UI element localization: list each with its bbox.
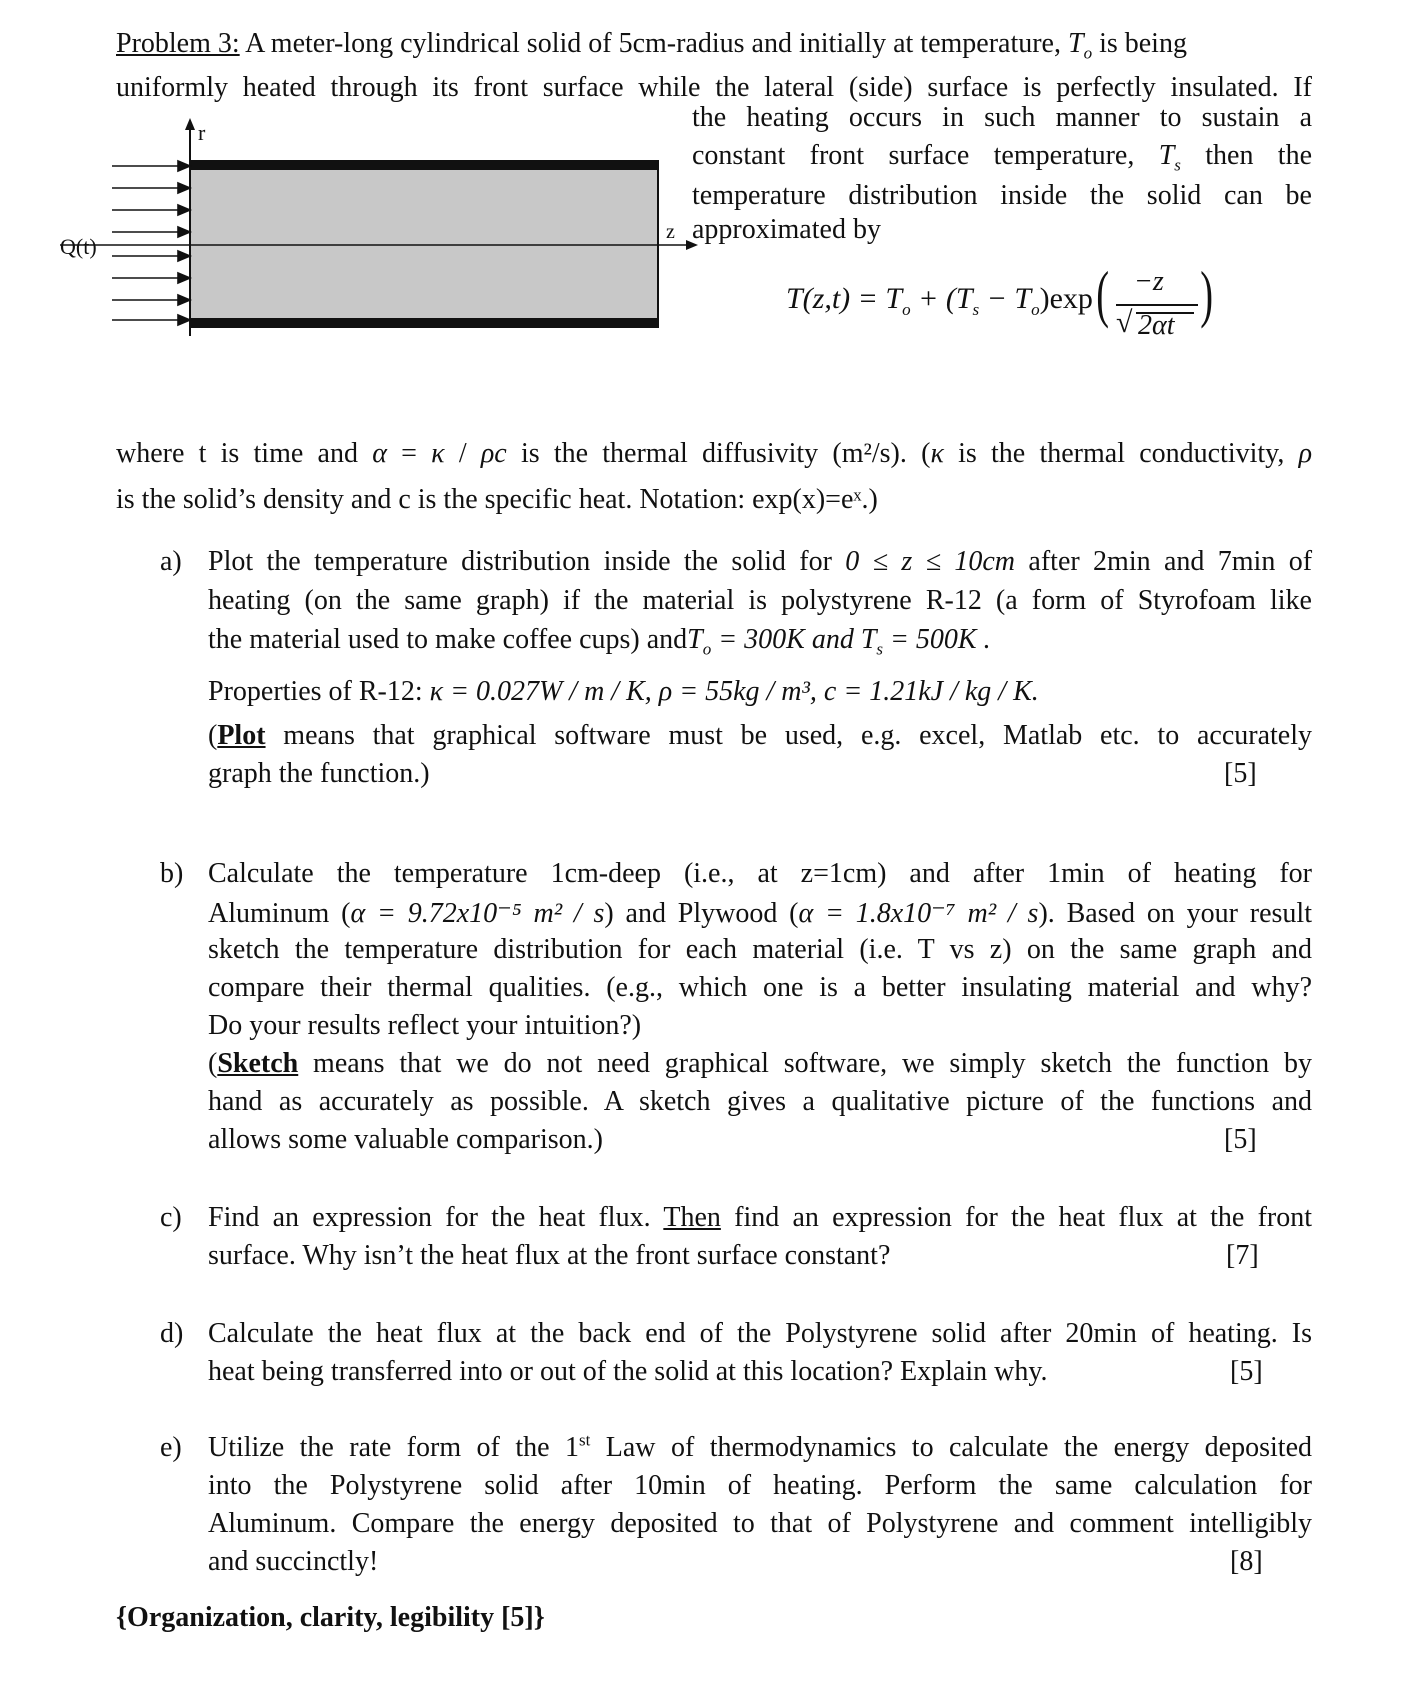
side-line1: the heating occurs in such manner to sustain a bbox=[692, 102, 1312, 133]
part-d-letter: d) bbox=[160, 1318, 184, 1349]
part-e-marks: [8] bbox=[1230, 1546, 1263, 1577]
grading-footer: {Organization, clarity, legibility [5]} bbox=[116, 1602, 545, 1633]
part-e-line1: Utilize the rate form of the 1st Law of thermodynamics to calculate the energy deposited bbox=[208, 1430, 1312, 1463]
problem-intro-line2: uniformly heated through its front surface while the lateral (side) surface is perfectly insulated. If bbox=[116, 72, 1312, 103]
part-b-line5: Do your results reflect your intuition?) bbox=[208, 1010, 642, 1041]
part-a-note-line2: graph the function.) bbox=[208, 758, 430, 789]
cylinder-figure bbox=[50, 116, 730, 346]
part-c-line1: Find an expression for the heat flux. Then find an expression for the heat flux at the front bbox=[208, 1202, 1313, 1233]
where-line1: where t is time and α = κ / ρc is the thermal diffusivity (m²/s). (κ is the thermal conductivity, ρ bbox=[116, 438, 1313, 469]
solid-top-edge bbox=[190, 160, 658, 170]
temperature-equation: $T(z,t) = T_o + (T_s - T_o)\exp$ bbox=[786, 282, 1093, 319]
part-e-line2: into the Polystyrene solid after 10min of heating. Perform the same calculation for bbox=[208, 1470, 1312, 1501]
part-a-marks: [5] bbox=[1224, 758, 1257, 789]
part-a-line2: heating (on the same graph) if the material is polystyrene R-12 (a form of Styrofoam like bbox=[208, 585, 1312, 616]
part-e-line4: and succinctly! bbox=[208, 1546, 379, 1577]
part-d-line2: heat being transferred into or out of the solid at this location? Explain why. bbox=[208, 1356, 1048, 1387]
solid-body bbox=[190, 162, 658, 326]
part-b-line4: compare their thermal qualities. (e.g., which one is a better insulating material and why? bbox=[208, 972, 1312, 1003]
z-label: z bbox=[666, 221, 675, 243]
part-a-line3: the material used to make coffee cups) andT$_o$ = 300K and $T_s = 500K$ . bbox=[208, 624, 991, 659]
equation-paren-left: ( bbox=[1096, 258, 1110, 329]
r-axis-arrowhead bbox=[185, 118, 195, 130]
r-label: r bbox=[198, 120, 206, 145]
part-b-marks: [5] bbox=[1224, 1124, 1257, 1155]
part-b-line2: Aluminum (α = 9.72x10⁻⁵ m² / s) and Plywood (α = 1.8x10⁻⁷ m² / s). Based on your result bbox=[208, 898, 1312, 929]
equation-sqrt-sign: √ bbox=[1116, 306, 1133, 339]
problem-label: Problem 3: bbox=[116, 28, 240, 59]
part-e-line3: Aluminum. Compare the energy deposited to that of Polystyrene and comment intelligibly bbox=[208, 1508, 1312, 1539]
part-b-line3: sketch the temperature distribution for each material (i.e. T vs z) on the same graph and bbox=[208, 934, 1312, 965]
part-b-note-line2: hand as accurately as possible. A sketch gives a qualitative picture of the functions and bbox=[208, 1086, 1312, 1117]
side-line4: approximated by bbox=[692, 214, 881, 245]
part-c-marks: [7] bbox=[1226, 1240, 1259, 1271]
part-b-letter: b) bbox=[160, 858, 184, 889]
part-a-letter: a) bbox=[160, 546, 182, 577]
part-a-properties: Properties of R-12: κ = 0.027W / m / K, ρ = 55kg / m³, c = 1.21kJ / kg / K. bbox=[208, 676, 1039, 707]
heat-source-label: Q(t) bbox=[60, 234, 97, 259]
solid-bottom-edge bbox=[190, 318, 658, 328]
part-e-letter: e) bbox=[160, 1432, 182, 1463]
equation-paren-right: ) bbox=[1200, 258, 1214, 329]
problem-intro-line1: Problem 3: A meter-long cylindrical solid of 5cm-radius and initially at temperature, $T_o$ is being bbox=[116, 28, 1187, 63]
where-line2: is the solid’s density and c is the specific heat. Notation: exp(x)=eˣ.) bbox=[116, 484, 878, 515]
heat-flux-arrows bbox=[112, 161, 190, 325]
part-b-note-line3: allows some valuable comparison.) bbox=[208, 1124, 604, 1155]
side-line3: temperature distribution inside the solid can be bbox=[692, 180, 1312, 211]
part-c-line2: surface. Why isn’t the heat flux at the front surface constant? bbox=[208, 1240, 891, 1271]
equation-numerator: −z bbox=[1134, 266, 1164, 297]
part-b-note-line1: (Sketch means that we do not need graphical software, we simply sketch the function by bbox=[208, 1048, 1312, 1079]
part-c-letter: c) bbox=[160, 1202, 182, 1233]
part-d-marks: [5] bbox=[1230, 1356, 1263, 1387]
part-d-line1: Calculate the heat flux at the back end of the Polystyrene solid after 20min of heating. Is bbox=[208, 1318, 1312, 1349]
part-a-note-line1: (Plot means that graphical software must be used, e.g. excel, Matlab etc. to accurately bbox=[208, 720, 1312, 751]
side-line2: constant front surface temperature, $T_s$ then the bbox=[692, 140, 1313, 175]
part-b-line1: Calculate the temperature 1cm-deep (i.e., at z=1cm) and after 1min of heating for bbox=[208, 858, 1312, 889]
part-a-line1: Plot the temperature distribution inside the solid for 0 ≤ z ≤ 10cm after 2min and 7min of bbox=[208, 546, 1313, 577]
equation-denominator: 2αt bbox=[1138, 310, 1175, 341]
